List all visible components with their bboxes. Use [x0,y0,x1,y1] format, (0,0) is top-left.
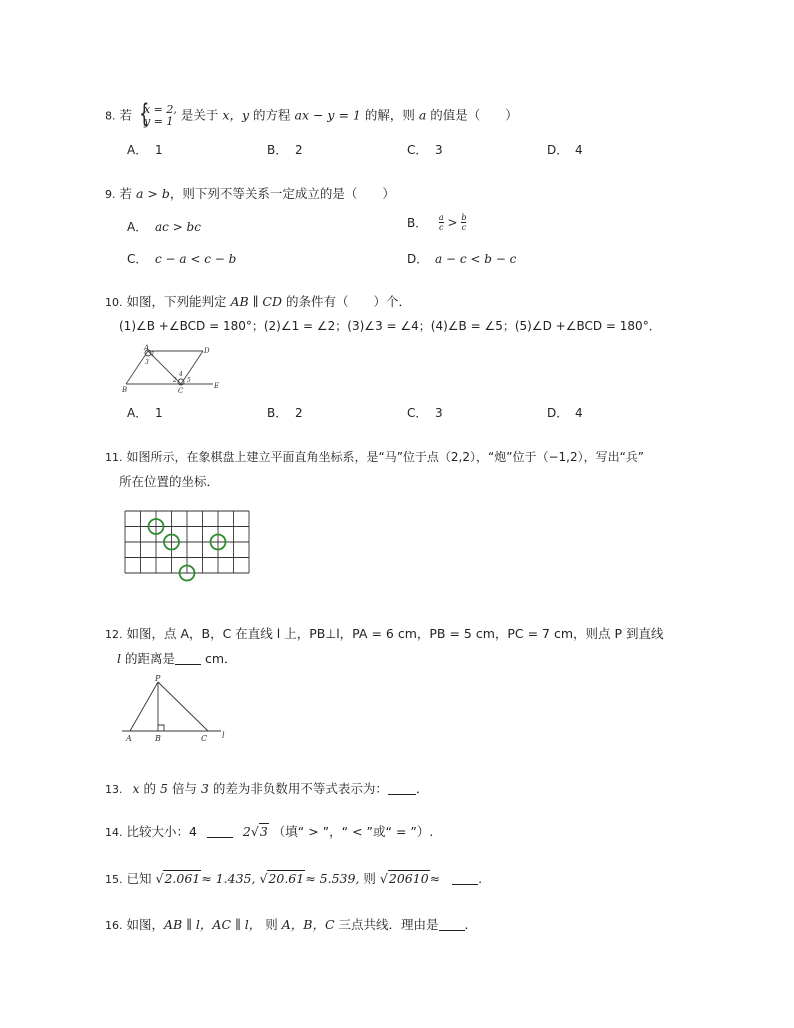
label-p: P [155,674,161,683]
label-a: A [144,344,150,352]
fraction: $\frac{a}{c}$ [438,213,444,232]
option-c[interactable]: C． 3 [407,143,443,157]
option-a[interactable]: A． 1 [127,143,163,157]
option-d[interactable]: D． a − c < b − c [407,252,517,266]
option-c[interactable]: C． c − a < c − b [127,252,237,266]
conditions-list: (1)∠B +∠BCD = 180°；(2)∠1 = ∠2；(3)∠3 = ∠4；(4)∠B = ∠5；(5)∠D +∠BCD = 180°． [119,319,661,333]
label-d: D [204,347,210,355]
option-a[interactable]: A． 1 [127,406,163,420]
question-number: 10. [105,296,123,309]
answer-blank[interactable] [175,652,201,665]
question-number: 12. [105,628,123,641]
question-9: 9. 若 a > b，则下列不等关系一定成立的是（ ） [105,186,395,201]
option-d[interactable]: D． 4 [547,143,583,157]
square-root: √2.061 [155,871,201,886]
option-c[interactable]: C． 3 [407,406,443,420]
option-a[interactable]: A． ac > bc [127,220,201,234]
question-number: 8. [105,109,116,123]
label-b: B [122,386,128,394]
answer-blank[interactable] [439,918,465,931]
label-l: l [222,731,225,740]
question-8: 8. 若 { x = 2, y = 1 是关于 x，y 的方程 ax − y = 1 的解，则 a 的值是（ ） [105,104,518,128]
answer-blank[interactable] [207,825,233,838]
label-angle-3: 3 [145,359,149,366]
question-11-line-2: 所在位置的坐标． [119,474,220,489]
fraction: $\frac{b}{c}$ [461,213,467,232]
question-11: 11. 如图所示，在象棋盘上建立平面直角坐标系，是“马”位于点（2,2），“炮”位于（−1,2），写出“兵” [105,450,645,464]
label-c: C [201,734,208,743]
option-b[interactable]: B． $\frac{a}{c}$ > $\frac{b}{c}$ [407,213,467,232]
perpendicular-figure [118,674,230,746]
question-16: 16. 如图，AB ∥ l，AC ∥ l， 则 A，B，C 三点共线．理由是 . [105,917,469,932]
square-root: √20610 [379,871,429,886]
question-14: 14. 比较大小：4 2√3 （填“ > ”，“ < ”或“ = ”）. [105,824,434,839]
label-a: A [126,734,132,743]
question-number: 9. [105,188,116,201]
question-13: 13. x 的 5 倍与 3 的差为非负数用不等式表示为： ． [105,781,429,796]
square-root: √20.61 [259,871,305,886]
option-b[interactable]: B． 2 [267,406,303,420]
answer-blank[interactable] [452,872,478,885]
question-12-line-2: l 的距离是 cm． [117,651,237,666]
answer-blank[interactable] [388,782,416,795]
label-b: B [155,734,161,743]
label-angle-1: 1 [151,351,155,358]
label-angle-4: 4 [179,371,183,378]
question-12: 12. 如图，点 A，B，C 在直线 l 上，PB⊥l，PA = 6 cm，PB = 5 cm，PC = 7 cm，则点 P 到直线 [105,626,664,641]
chess-board-figure [124,510,252,582]
equation-system: { x = 2, y = 1 [136,104,177,128]
question-number: 16. [105,919,123,932]
question-number: 15. [105,873,123,886]
option-d[interactable]: D． 4 [547,406,583,420]
parallelogram-figure [118,342,228,394]
question-text: 若 [119,107,132,123]
question-10: 10. 如图，下列能判定 AB ∥ CD 的条件有（ ）个． [105,294,412,309]
option-b[interactable]: B． 2 [267,143,303,157]
question-number: 14. [105,826,123,839]
label-c: C [178,387,184,394]
question-number: 11. [105,451,123,464]
question-15: 15. 已知 √2.061≈ 1.435, √20.61≈ 5.539, 则 √20610≈ . [105,871,483,886]
question-number: 13. [105,783,123,796]
label-e: E [214,382,220,390]
square-root: √3 [250,824,268,839]
label-angle-5: 5 [187,377,191,384]
label-angle-2: 2 [173,377,177,384]
